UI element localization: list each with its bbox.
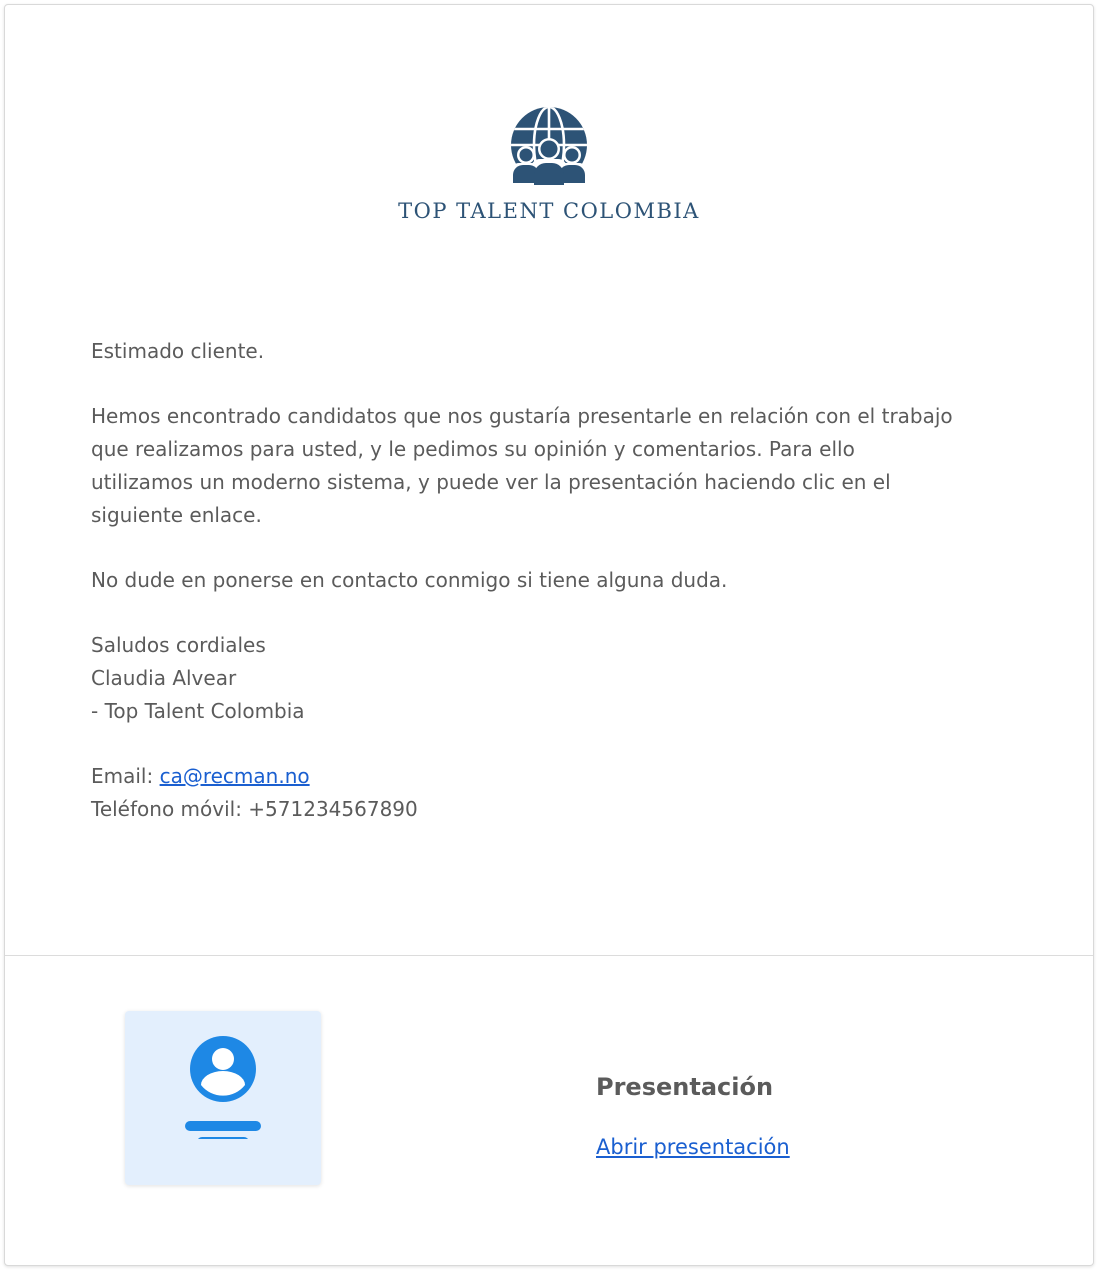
person-document-icon: [183, 1035, 263, 1139]
email-header: [5, 105, 1093, 223]
paragraph-line: que realizamos para usted, y le pedimos su opinión y comentarios. Para ello: [91, 437, 855, 461]
brand-name: TOP TALENT COLOMBIA: [398, 199, 700, 223]
globe-people-icon: [509, 105, 589, 185]
open-presentation-link[interactable]: Abrir presentación: [596, 1135, 790, 1159]
paragraph-line: Hemos encontrado candidatos que nos gustaría presentarle en relación con el trabajo: [91, 404, 953, 428]
greeting: Estimado cliente.: [91, 339, 265, 363]
presentation-title: Presentación: [596, 1073, 774, 1101]
presentation-thumbnail[interactable]: [125, 1011, 321, 1185]
sender-name: Claudia Alvear: [91, 666, 237, 690]
email-card: [4, 4, 1094, 1266]
signature: [91, 629, 1021, 728]
phone-line: [91, 793, 1021, 826]
phone-label: Teléfono móvil:: [91, 797, 242, 821]
closing: Saludos cordiales: [91, 633, 266, 657]
intro-paragraph: [91, 400, 1021, 532]
email-label: Email:: [91, 764, 154, 788]
paragraph-line: utilizamos un moderno sistema, y puede ver la presentación haciendo clic en el: [91, 470, 891, 494]
contact-details: [91, 760, 1021, 826]
section-divider: [5, 955, 1093, 956]
email-link[interactable]: ca@recman.no: [159, 764, 310, 788]
contact-note: No dude en ponerse en contacto conmigo si tiene alguna duda.: [91, 568, 728, 592]
email-line: [91, 760, 1021, 793]
sender-company: - Top Talent Colombia: [91, 699, 305, 723]
phone-value: +571234567890: [248, 797, 418, 821]
email-body: [91, 335, 1021, 858]
paragraph-line: siguiente enlace.: [91, 503, 262, 527]
